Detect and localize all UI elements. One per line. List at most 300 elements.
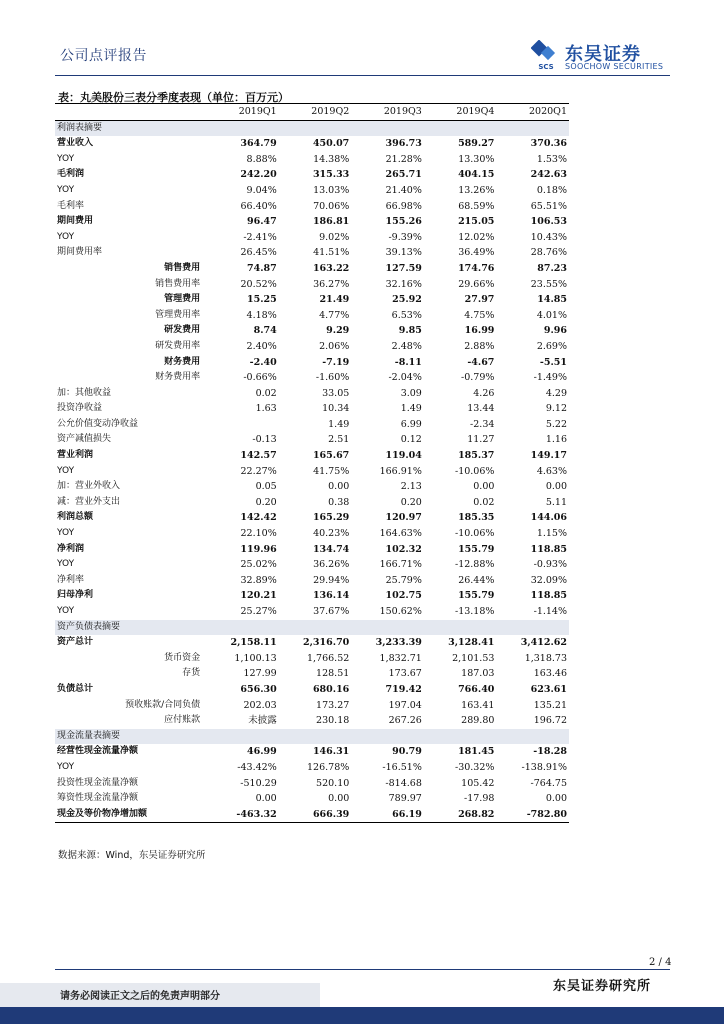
- table-row: [55, 635, 569, 651]
- value-cell: [351, 729, 424, 745]
- header-cell-period: 2019Q3: [351, 104, 424, 121]
- value-cell: 165.67: [312, 450, 350, 462]
- row-label: 营业收入: [57, 138, 94, 149]
- value-cell: 173.27: [316, 699, 350, 711]
- value-cell: -30.32%: [454, 761, 495, 773]
- value-cell: 404.15: [458, 169, 495, 181]
- value-cell: 25.79%: [385, 574, 422, 586]
- value-cell: 87.23: [537, 262, 567, 274]
- value-cell: 166.71%: [379, 559, 422, 571]
- value-cell: 36.26%: [313, 559, 350, 571]
- value-cell: 242.20: [240, 169, 277, 181]
- value-cell: -2.04%: [388, 372, 422, 384]
- value-cell: 155.79: [458, 590, 495, 602]
- section-header-row: [55, 620, 569, 636]
- value-cell: 39.13%: [385, 247, 422, 259]
- value-cell: 74.87: [246, 262, 277, 274]
- value-cell: 136.14: [312, 590, 350, 602]
- value-cell: 9.29: [326, 325, 350, 337]
- report-type-label: 公司点评报告: [60, 48, 147, 64]
- value-cell: 13.44: [467, 403, 495, 415]
- row-label: 加：营业外收入: [57, 481, 121, 492]
- value-cell: 450.07: [312, 138, 350, 150]
- value-cell: 15.25: [246, 294, 277, 306]
- table-row: [55, 230, 569, 246]
- value-cell: -16.51%: [382, 761, 422, 773]
- value-cell: 0.20: [400, 496, 422, 508]
- table-row: [55, 573, 569, 589]
- value-cell: 102.75: [385, 590, 422, 602]
- value-cell: 142.42: [240, 512, 277, 524]
- value-cell: 370.36: [530, 138, 567, 150]
- value-cell: 1.49: [400, 403, 422, 415]
- value-cell: 11.27: [467, 434, 495, 446]
- value-cell: 144.06: [530, 512, 567, 524]
- logo-chinese-name: 东吴证券: [565, 44, 641, 65]
- value-cell: 41.51%: [313, 247, 350, 259]
- table-row: [55, 604, 569, 620]
- value-cell: 3.09: [400, 387, 422, 399]
- value-cell: 14.38%: [313, 153, 350, 165]
- value-cell: 719.42: [385, 683, 422, 695]
- value-cell: [206, 729, 279, 745]
- row-label: 预收账款/合同负债: [125, 699, 201, 710]
- value-cell: 126.78%: [307, 761, 350, 773]
- value-cell: 4.26: [473, 387, 495, 399]
- row-label: 公允价值变动净收益: [57, 418, 139, 429]
- value-cell: 142.57: [240, 450, 277, 462]
- value-cell: 1.16: [545, 434, 567, 446]
- value-cell: 37.67%: [313, 606, 350, 617]
- value-cell: 0.02: [255, 387, 277, 399]
- value-cell: 1.15%: [536, 528, 567, 540]
- value-cell: -782.80: [496, 807, 569, 823]
- value-cell: 2.48%: [391, 340, 422, 352]
- value-cell: 4.18%: [246, 309, 277, 321]
- value-cell: 128.51: [316, 668, 350, 680]
- table-row: [55, 526, 569, 542]
- table-row: [55, 651, 569, 667]
- table-row: [55, 698, 569, 714]
- table-row: [55, 542, 569, 558]
- table-row: [55, 807, 569, 823]
- header-cell-period: 2020Q1: [496, 104, 569, 121]
- value-cell: 40.23%: [313, 528, 350, 540]
- header-divider: [55, 75, 670, 76]
- value-cell: 164.63%: [379, 528, 422, 540]
- quarterly-financials-table: [55, 103, 569, 823]
- value-cell: -1.49%: [533, 372, 567, 384]
- value-cell: 520.10: [316, 777, 350, 789]
- logo-mark-icon: [531, 40, 561, 70]
- value-cell: 10.34: [322, 403, 350, 415]
- footer-disclaimer: 请务必阅读正文之后的免责声明部分: [60, 991, 220, 1002]
- value-cell: 120.21: [240, 590, 277, 602]
- value-cell: 36.49%: [458, 247, 495, 259]
- value-cell: [496, 120, 569, 136]
- row-label: 净利率: [57, 574, 85, 585]
- value-cell: 3,233.39: [375, 637, 422, 649]
- value-cell: 33.05: [322, 387, 350, 399]
- table-header-row: [55, 104, 569, 121]
- value-cell: 66.19: [351, 807, 424, 823]
- value-cell: 186.81: [312, 216, 350, 228]
- value-cell: 14.85: [537, 294, 567, 306]
- value-cell: 150.62%: [379, 606, 422, 617]
- value-cell: -0.93%: [533, 559, 567, 571]
- section-header-row: [55, 120, 569, 136]
- value-cell: 267.26: [388, 715, 422, 727]
- section-header-row: [55, 729, 569, 745]
- value-cell: -764.75: [530, 777, 567, 789]
- value-cell: 2.40%: [246, 340, 277, 352]
- value-cell: 185.37: [458, 450, 495, 462]
- table-row: [55, 510, 569, 526]
- value-cell: 12.02%: [458, 231, 495, 243]
- row-label: 利润总额: [57, 512, 94, 523]
- value-cell: -18.28: [533, 746, 567, 758]
- value-cell: 289.80: [461, 715, 495, 727]
- value-cell: 22.27%: [240, 465, 277, 477]
- value-cell: 2.06%: [319, 340, 350, 352]
- value-cell: 119.04: [385, 450, 422, 462]
- value-cell: 27.97: [464, 294, 495, 306]
- value-cell: 0.00: [545, 793, 567, 805]
- value-cell: -2.41%: [243, 231, 277, 243]
- value-cell: 155.79: [458, 543, 495, 555]
- value-cell: -17.98: [464, 793, 495, 805]
- value-cell: 1.49: [328, 418, 350, 430]
- value-cell: 105.42: [461, 777, 495, 789]
- value-cell: 9.04%: [246, 184, 277, 196]
- value-cell: 2.88%: [464, 340, 495, 352]
- value-cell: 196.72: [533, 715, 567, 727]
- row-label: 投资性现金流量净额: [57, 777, 139, 788]
- row-label: 现金及等价物净增加额: [55, 807, 206, 823]
- value-cell: -9.39%: [388, 231, 422, 243]
- table-row: [55, 214, 569, 230]
- table-row: [55, 760, 569, 776]
- row-label: 净利润: [57, 543, 85, 554]
- row-label: 期间费用: [57, 216, 94, 227]
- value-cell: [206, 620, 279, 636]
- value-cell: 21.40%: [385, 184, 422, 196]
- table-row: [55, 152, 569, 168]
- row-label: 管理费用率: [155, 309, 201, 320]
- value-cell: -463.32: [206, 807, 279, 823]
- value-cell: 135.21: [533, 699, 567, 711]
- value-cell: [424, 729, 497, 745]
- row-label: YOY: [57, 231, 75, 242]
- table-row: [55, 448, 569, 464]
- value-cell: [279, 620, 352, 636]
- value-cell: -2.40: [249, 356, 277, 368]
- value-cell: 0.00: [545, 481, 567, 493]
- table-row: [55, 464, 569, 480]
- value-cell: 215.05: [458, 216, 495, 228]
- value-cell: [206, 417, 279, 433]
- row-label: 现金流量表摘要: [55, 729, 206, 745]
- value-cell: 2,101.53: [452, 652, 495, 664]
- data-source-note: 数据来源：Wind，东吴证券研究所: [58, 850, 206, 861]
- value-cell: 9.96: [543, 325, 567, 337]
- value-cell: 32.09%: [530, 574, 567, 586]
- value-cell: 166.91%: [379, 465, 422, 477]
- value-cell: 174.76: [458, 262, 495, 274]
- table-row: [55, 495, 569, 511]
- value-cell: 26.44%: [458, 574, 495, 586]
- value-cell: [496, 620, 569, 636]
- row-label: 存货: [182, 668, 201, 679]
- value-cell: -0.79%: [461, 372, 495, 384]
- row-label: 利润表摘要: [55, 120, 206, 136]
- row-label: 管理费用: [164, 294, 201, 305]
- row-label: YOY: [57, 528, 75, 539]
- table-row: [55, 136, 569, 152]
- value-cell: -1.14%: [533, 606, 567, 617]
- value-cell: 5.11: [545, 496, 567, 508]
- row-label: 期间费用率: [57, 247, 103, 258]
- row-label: YOY: [57, 153, 75, 164]
- row-label: YOY: [57, 184, 75, 195]
- value-cell: [279, 729, 352, 745]
- value-cell: 2.13: [400, 481, 422, 493]
- value-cell: 106.53: [530, 216, 567, 228]
- table-row: [55, 292, 569, 308]
- value-cell: -43.42%: [237, 761, 277, 773]
- value-cell: 120.97: [385, 512, 422, 524]
- page-number: 2 / 4: [649, 957, 672, 968]
- value-cell: 187.03: [461, 668, 495, 680]
- value-cell: 2.51: [328, 434, 350, 446]
- footer-divider: [55, 969, 670, 970]
- table-row: [55, 355, 569, 371]
- value-cell: 32.16%: [385, 278, 422, 290]
- row-label: 筹资性现金流量净额: [57, 793, 139, 804]
- row-label: 负债总计: [57, 683, 94, 694]
- value-cell: -5.51: [539, 356, 567, 368]
- table-row: [55, 245, 569, 261]
- value-cell: 119.96: [240, 543, 277, 555]
- value-cell: [206, 120, 279, 136]
- value-cell: 163.46: [533, 668, 567, 680]
- value-cell: 未披露: [248, 715, 277, 727]
- value-cell: 202.03: [243, 699, 277, 711]
- table-row: [55, 417, 569, 433]
- table-row: [55, 776, 569, 792]
- value-cell: 9.12: [545, 403, 567, 415]
- value-cell: 66.98%: [385, 200, 422, 212]
- value-cell: 25.92: [392, 294, 422, 306]
- value-cell: 70.06%: [313, 200, 350, 212]
- value-cell: 0.18%: [536, 184, 567, 196]
- table-row: [55, 588, 569, 604]
- row-label: YOY: [57, 465, 75, 476]
- table-row: [55, 557, 569, 573]
- value-cell: 0.12: [400, 434, 422, 446]
- value-cell: [351, 120, 424, 136]
- row-label: 销售费用: [164, 262, 201, 273]
- value-cell: 766.40: [458, 683, 495, 695]
- table-row: [55, 277, 569, 293]
- value-cell: -138.91%: [521, 761, 567, 773]
- value-cell: 4.63%: [536, 465, 567, 477]
- value-cell: 90.79: [392, 746, 422, 758]
- value-cell: 396.73: [385, 138, 422, 150]
- table-row: [55, 401, 569, 417]
- value-cell: 32.89%: [240, 574, 277, 586]
- value-cell: 2.69%: [536, 340, 567, 352]
- value-cell: -0.13: [252, 434, 277, 446]
- value-cell: 29.66%: [458, 278, 495, 290]
- value-cell: 149.17: [530, 450, 567, 462]
- value-cell: 165.29: [312, 512, 350, 524]
- value-cell: -12.88%: [454, 559, 495, 571]
- value-cell: 21.28%: [385, 153, 422, 165]
- value-cell: 268.82: [424, 807, 497, 823]
- value-cell: 155.26: [385, 216, 422, 228]
- row-label: 减：营业外支出: [57, 496, 121, 507]
- table-row: [55, 339, 569, 355]
- value-cell: 2,316.70: [303, 637, 350, 649]
- value-cell: 9.02%: [319, 231, 350, 243]
- value-cell: 0.00: [473, 481, 495, 493]
- value-cell: 25.02%: [240, 559, 277, 571]
- value-cell: 3,128.41: [448, 637, 495, 649]
- table-row: [55, 791, 569, 807]
- value-cell: 20.52%: [240, 278, 277, 290]
- value-cell: -510.29: [240, 777, 277, 789]
- value-cell: 10.43%: [530, 231, 567, 243]
- row-label: 毛利润: [57, 169, 85, 180]
- value-cell: 118.85: [530, 590, 567, 602]
- value-cell: 364.79: [240, 138, 277, 150]
- value-cell: 6.53%: [391, 309, 422, 321]
- value-cell: 65.51%: [530, 200, 567, 212]
- table-row: [55, 308, 569, 324]
- value-cell: 0.00: [255, 793, 277, 805]
- table-row: [55, 261, 569, 277]
- row-label: 财务费用: [164, 356, 201, 367]
- value-cell: 265.71: [385, 169, 422, 181]
- value-cell: 230.18: [316, 715, 350, 727]
- table-row: [55, 323, 569, 339]
- table-caption: 表：丸美股份三表分季度表现（单位：百万元）: [58, 91, 289, 104]
- value-cell: 1,318.73: [524, 652, 567, 664]
- table-row: [55, 432, 569, 448]
- value-cell: 134.74: [312, 543, 350, 555]
- company-logo: [531, 40, 676, 74]
- value-cell: 1.53%: [536, 153, 567, 165]
- value-cell: 4.01%: [536, 309, 567, 321]
- value-cell: 118.85: [530, 543, 567, 555]
- value-cell: 41.75%: [313, 465, 350, 477]
- table-row: [55, 167, 569, 183]
- value-cell: 46.99: [246, 746, 277, 758]
- value-cell: 3,412.62: [520, 637, 567, 649]
- value-cell: [424, 620, 497, 636]
- value-cell: 4.75%: [464, 309, 495, 321]
- value-cell: -4.67: [467, 356, 495, 368]
- logo-english-name: SOOCHOW SECURITIES: [565, 62, 664, 71]
- value-cell: 25.27%: [240, 606, 277, 617]
- value-cell: 0.38: [328, 496, 350, 508]
- table-row: [55, 713, 569, 729]
- row-label: 经营性现金流量净额: [57, 746, 139, 757]
- row-label: 营业利润: [57, 450, 94, 461]
- value-cell: -7.19: [322, 356, 350, 368]
- value-cell: 13.26%: [458, 184, 495, 196]
- value-cell: 1,100.13: [234, 652, 277, 664]
- table-row: [55, 682, 569, 698]
- value-cell: -10.06%: [454, 465, 495, 477]
- value-cell: 0.02: [473, 496, 495, 508]
- row-label: YOY: [57, 559, 75, 570]
- table-row: [55, 370, 569, 386]
- value-cell: [279, 120, 352, 136]
- table-row: [55, 744, 569, 760]
- row-label: YOY: [57, 761, 75, 772]
- value-cell: 197.04: [388, 699, 422, 711]
- value-cell: 1.63: [255, 403, 277, 415]
- value-cell: 1,832.71: [379, 652, 422, 664]
- value-cell: 163.41: [461, 699, 495, 711]
- value-cell: 0.20: [255, 496, 277, 508]
- table-row: [55, 666, 569, 682]
- value-cell: 68.59%: [458, 200, 495, 212]
- value-cell: [496, 729, 569, 745]
- value-cell: 26.45%: [240, 247, 277, 259]
- value-cell: 8.88%: [246, 153, 277, 165]
- value-cell: 315.33: [312, 169, 350, 181]
- row-label: 投资净收益: [57, 403, 103, 414]
- footer-organization: 东吴证券研究所: [553, 979, 652, 994]
- value-cell: 623.61: [530, 683, 567, 695]
- value-cell: 0.00: [328, 793, 350, 805]
- value-cell: 28.76%: [530, 247, 567, 259]
- row-label: 资产总计: [57, 637, 94, 648]
- value-cell: 0.05: [255, 481, 277, 493]
- value-cell: 589.27: [458, 138, 495, 150]
- value-cell: 5.22: [545, 418, 567, 430]
- value-cell: 1,766.52: [306, 652, 350, 664]
- value-cell: 21.49: [319, 294, 350, 306]
- row-label: 研发费用率: [155, 340, 201, 351]
- value-cell: -0.66%: [243, 372, 277, 384]
- row-label: 资产减值损失: [57, 434, 112, 445]
- value-cell: 6.99: [400, 418, 422, 430]
- value-cell: -1.60%: [315, 372, 350, 384]
- value-cell: 127.59: [385, 262, 422, 274]
- value-cell: 13.03%: [313, 184, 350, 196]
- value-cell: 22.10%: [240, 528, 277, 540]
- table-row: [55, 386, 569, 402]
- value-cell: 163.22: [312, 262, 350, 274]
- value-cell: 181.45: [458, 746, 495, 758]
- logo-mark-text: SCS: [538, 63, 554, 70]
- value-cell: 146.31: [312, 746, 350, 758]
- header-cell-period: 2019Q2: [279, 104, 352, 121]
- header-cell-item: [55, 104, 206, 121]
- value-cell: 29.94%: [313, 574, 350, 586]
- value-cell: 680.16: [312, 683, 350, 695]
- row-label: 研发费用: [164, 325, 201, 336]
- value-cell: 96.47: [246, 216, 277, 228]
- value-cell: -13.18%: [454, 606, 495, 617]
- value-cell: 185.35: [458, 512, 495, 524]
- row-label: 加：其他收益: [57, 387, 112, 398]
- value-cell: 173.67: [388, 668, 422, 680]
